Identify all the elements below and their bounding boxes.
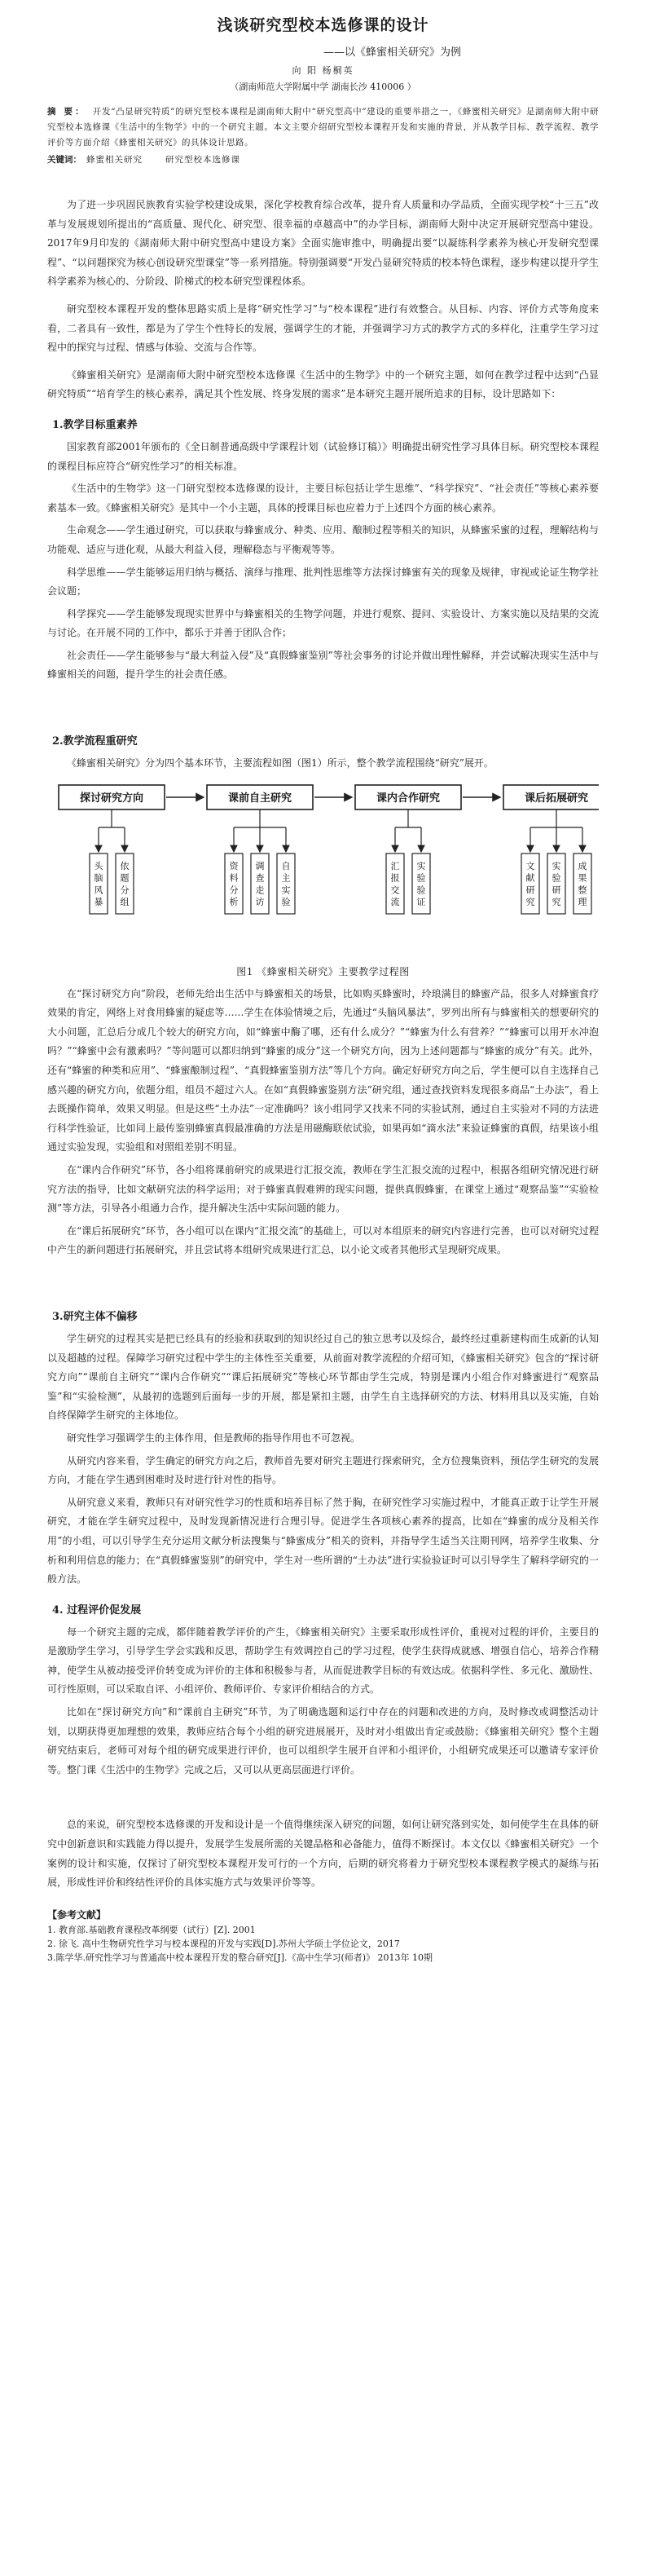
body-paragraph: 每一个研究主题的完成，都伴随着教学评价的产生，《蜂蜜相关研究》主要采取形成性评价，重视对过程的评价，主要目的是激励学生学习，引导学生学会实践和反思，帮助学生有效调控自己的学习过程，使学生获得成就感、增强自信心，培养合作精神，使学生从被动接受评价转变成为评价的主体和积极参与者，从而促进教学目标的有效达成。依据科学性、多元化、激励性、可行性原则，可以采取自评、小组评价、教师评价、专家评价相结合的方式。 <box>47 1625 599 1696</box>
flow-substep-char: 实 <box>552 860 561 871</box>
authors: 向 阳 杨桐英 <box>292 65 354 76</box>
flow-stage-label: 探讨研究方向 <box>79 792 144 805</box>
body-paragraph: 在“课内合作研究”环节，各小组将课前研究的成果进行汇报交流，教师在学生汇报交流的过程中，根据各组研究情况进行研究方法的指导，比如文献研究法的科学运用；对于蜂蜜真假难辨的现实问题，提供真假蜂蜜，在课堂上通过“观察品鉴”“实验检测”等方法，引导各小组通力合作，提升解决生活中实际问题的能力。 <box>47 1164 599 1215</box>
body-paragraph: 从研究意义来看，教师只有对研究性学习的性质和培养目标了然于胸，在研究性学习实施过程中，才能真正敢于让学生开展研究，才能在学生研究过程中，及时发现新情况进行合理引导。促进学生各项核心素养的提高，比如在“蜂蜜的成分及相关作用”的小组，可以引导学生充分运用文献分析法搜集与“蜂蜜成分”相关的资料，并指导学生适当关注期刊网，培养学生收集、分析和利用信息的能力；在“真假蜂蜜鉴别”的研究中，学生对一些所谓的“土办法”进行实验验证时可以引导学生了解科学研究的一般方法。 <box>47 1496 599 1586</box>
flow-substep-char: 报 <box>390 872 400 884</box>
flow-substep-char: 析 <box>229 896 239 907</box>
article-subtitle: ——以《蜂蜜相关研究》为例 <box>323 46 461 59</box>
flow-substep-char: 脑 <box>94 872 103 884</box>
flow-substep-char: 风 <box>94 884 103 896</box>
references-heading: 【参考文献】 <box>47 1908 107 1921</box>
body-paragraph: 科学思维——学生能够运用归纳与概括、演绎与推理、批判性思维等方法探讨蜂蜜有关的现象及规律，审视或论证生物学社会议题； <box>47 566 599 598</box>
flow-substep-char: 流 <box>390 896 400 907</box>
section-heading: 4. 过程评价促发展 <box>52 1603 142 1617</box>
keywords-label: 关键词： <box>47 155 81 165</box>
body-paragraph: 在“课后拓展研究”环节，各小组可以在课内“汇报交流”的基础上，可以对本组原来的研究内容进行完善，也可以对研究过程中产生的新问题进行拓展研究，并且尝试将本组研究成果进行汇总，以小论文或者其他形式呈现研究成果。 <box>47 1224 599 1256</box>
flow-substep-char: 验 <box>552 872 561 884</box>
section-heading: 3.研究主体不偏移 <box>52 1310 138 1323</box>
spacer <box>47 693 599 721</box>
references <box>47 1908 599 1965</box>
flow-substep-char: 成 <box>578 860 587 871</box>
flow-substep-char: 题 <box>120 872 130 884</box>
flow-substep-char: 自 <box>281 860 291 871</box>
body-paragraph: 《蜂蜜相关研究》是湖南师大附中研究型校本选修课《生活中的生物学》中的一个研究主题，如何在教学过程中达到“凸显研究特质”“培育学生的核心素养，满足其个性发展、终身发展的需求”是本研究主题开展所追求的目标，设计思路如下： <box>47 368 599 400</box>
article-title: 浅谈研究型校本选修课的设计 <box>217 16 429 34</box>
flow-substep-char: 实 <box>416 860 426 871</box>
body-paragraph: 研究型校本课程开发的整体思路实质上是将“研究性学习”与“校本课程”进行有效整合。从目标、内容、评价方式等角度来看，二者具有一致性，都是为了学生个性特长的发展，强调学生的才能，并强调学习方式的教学方式的多样化，注重学生学习过程中的探究与过程、情感与体验、交流与合作等。 <box>47 302 599 354</box>
body-paragraph: 社会责任——学生能够参与“最大利益入侵”及“真假蜂蜜鉴别”等社会事务的讨论并做出理性解释，并尝试解决现实生活中与蜂蜜相关的问题，提升学生的社会责任感。 <box>47 649 599 681</box>
reference-item: 1. 教育部.基础教育课程改革纲要（试行）[Z]. 2001 <box>47 1924 256 1935</box>
flow-substep-char: 理 <box>578 896 587 907</box>
flow-substep-char: 验 <box>281 896 291 907</box>
flow-substep-char: 分 <box>120 884 130 896</box>
flow-substep-char: 走 <box>255 884 265 896</box>
flow-substep-char: 资 <box>229 860 239 871</box>
flow-substep-char: 料 <box>229 872 239 884</box>
flow-stage-label: 课前自主研究 <box>227 792 292 805</box>
body-paragraph: 学生研究的过程其实是把已经具有的经验和获取到的知识经过自己的独立思考以及综合，最终经过重新建构而生成新的认知以及超越的过程。保障学习研究过程中学生的主体性至关重要，从前面对教学流程的介绍可知，《蜂蜜相关研究》包含的“探讨研究方向”“课前自主研究”“课内合作研究”“课后拓展研究”等核心环节都由学生完成，特别是课内小组合作对蜂蜜进行“观察品鉴”和“实验检测”，从最初的选题到后面每一步的开展，都是紧扣主题，由学生自主选择研究的方法、材料用具以及实施，自始自终保障学生研究的主体地位。 <box>47 1332 599 1422</box>
reference-item: 3.陈学华.研究性学习与普通高中校本课程开发的整合研究[J].《高中生学习(师者)》 2013年 10期 <box>47 1952 433 1963</box>
flow-substep-char: 交 <box>390 884 400 896</box>
conclusion-paragraph: 总的来说，研究型校本选修课的开发和设计是一个值得继续深入研究的问题，如何让研究落到实处，如何使学生在具体的研究中创新意识和实践能力得以提升，发展学生发展所需的关键品格和必备能力，值得不断探讨。本文仅以《蜂蜜相关研究》一个案例的设计和实施，仅探讨了研究型校本课程开发可行的一个方向，后期的研究将着力于研究型校本课程教学模式的凝练与拓展，形成性评价和终结性评价的具体实施方式与效果评价等等。 <box>47 1819 599 1889</box>
spacer <box>47 1268 599 1296</box>
section-heading: 2.教学流程重研究 <box>52 735 138 748</box>
flow-substep-char: 献 <box>525 872 535 884</box>
abstract <box>47 104 599 151</box>
flow-stage-label: 课内合作研究 <box>376 792 441 805</box>
flow-substep-char: 果 <box>578 872 587 884</box>
body-paragraph: 在“探讨研究方向”阶段，老师先给出生活中与蜂蜜相关的场景，比如购买蜂蜜时，玲琅满目的蜂蜜产品，很多人对蜂蜜食疗效果的肯定，网络上对食用蜂蜜的疑虑等……学生在体验情境之后，先通过“头脑风暴法”，罗列出所有与蜂蜜相关的想要研究的大小问题，汇总后分成几个较大的研究方向，如“蜂蜜中酶了哪，还有什么成分？”“蜂蜜为什么有营养？”“蜂蜜可以用开水冲泡吗？”“蜂蜜中会有激素吗？”等问题可以都归纳到“蜂蜜的成分”这一个研究方向，因为上述问题都与“蜂蜜的成分”有关。此外，还有“蜂蜜的种类和应用”、“蜂蜜酿制过程”、“真假蜂蜜鉴别方法”等几个方向。确定好研究方向之后，学生便可以自主选择自己感兴趣的研究方向，依题分组，组员不超过六人。在如“真假蜂蜜鉴别方法”研究组，通过查找资料发现很多商品“土办法”，看上去既操作简单，效果又明显。但是这些“土办法”一定准确吗？该小组同学又找来不同的实验试剂，通过自主实验对不同的方法进行科学性验证，比如同上最传鉴别蜂蜜真假最准确的方法是用磁酶联依试验，如果再如“滴水法”来验证蜂蜜的真假，结果该小组通过实验发现，实验组和对照组差别不明显。 <box>47 987 599 1153</box>
flow-diagram-svg <box>47 779 599 958</box>
body-paragraph: 生命观念——学生通过研究，可以获取与蜂蜜成分、种类、应用、酿制过程等相关的知识，从蜂蜜采蜜的过程，理解结构与功能观、适应与进化观，从最大利益入侵，理解稳态与平衡观等等。 <box>47 524 599 555</box>
reference-item: 2. 徐飞. 高中生物研究性学习与校本课程的开发与实践[D].苏州大学硕士学位论文，2017 <box>47 1938 400 1949</box>
flow-substep-char: 研 <box>525 884 535 896</box>
body-paragraph: 为了进一步巩固民族教育实验学校建设成果，深化学校教育综合改革，提升育人质量和办学品质，全面实现学校“十三五”改革与发展规划所提出的“高质量、现代化、研究型、很幸福的卓越高中”的办学目标，湖南师大附中决定开展研究型高中建设。2017年9月印发的《湖南师大附中研究型高中建设方案》全面实施审推中，明确提出要“以凝练科学素养为核心开发研究型课程”、“以问题探究为核心创设研究型课堂”等一系列措施。特别强调要“开发凸显研究特质的校本特色课程，逐步构建以提升学生科学素养为核心的、分阶段、阶梯式的校本研究型课程体系。 <box>47 199 599 288</box>
body-paragraph: 科学探究——学生能够发现现实世界中与蜂蜜相关的生物学问题，并进行观察、提问、实验设计、方案实施以及结果的交流与讨论。在开展不同的工作中，都乐于并善于团队合作； <box>47 607 599 639</box>
flow-substep-char: 暴 <box>94 896 103 907</box>
flow-substep-char: 实 <box>281 884 291 896</box>
body-paragraph: 《生活中的生物学》这一门研究型校本选修课的设计，主要目标包括让学生思维”、“科学探究”、“社会责任”等核心素养要素基本一致。《蜂蜜相关研究》是其中一个小主题，具体的授课目标也应着力于上述四个方面的核心素养。 <box>47 483 599 514</box>
flow-substep-char: 调 <box>255 860 265 871</box>
spacer <box>47 1788 599 1815</box>
abstract-label: 摘 要： <box>47 107 86 117</box>
abstract-text: 开发“凸显研究特质”的研究型校本课程是湖南师大附中“研究型高中”建设的重要举措之一，《蜂蜜相关研究》是湖南师大附中研究型校本选修课《生活中的生物学》中的一个研究主题。本文主要介绍研究型校本课程开发和实施的背景，并从教学目标、教学流程、教学评价等方面介绍《蜂蜜相关研究》的具体设计思路。 <box>47 107 599 148</box>
flow-substep-char: 主 <box>281 872 291 884</box>
flow-substep-char: 头 <box>94 860 103 871</box>
flow-substep-char: 验 <box>416 872 426 884</box>
body-paragraph: 《蜂蜜相关研究》分为四个基本环节，主要流程如图（图1）所示，整个教学流程围绕“研究”展开。 <box>67 757 494 770</box>
keyword-item: 蜂蜜相关研究 <box>86 155 143 165</box>
flow-substep-char: 证 <box>416 896 426 907</box>
keyword-item: 研究型校本选修课 <box>165 155 240 165</box>
flow-substep-char: 访 <box>255 896 265 907</box>
flow-substep-char: 究 <box>525 896 535 907</box>
flow-substep-char: 依 <box>120 860 130 871</box>
flow-substep-char: 汇 <box>390 860 400 871</box>
flow-substep-char: 文 <box>525 860 535 871</box>
flow-substep-char: 究 <box>552 896 561 907</box>
body-paragraph: 国家教育部2001年颁布的《全日制普通高级中学课程计划（试验修订稿）》明确提出研究性学习具体目标。研究型校本课程的课程目标应符合“研究性学习”的相关标准。 <box>47 440 599 472</box>
body-paragraph: 研究性学习强调学生的主体作用，但是教师的指导作用也不可忽视。 <box>67 1431 361 1444</box>
flow-substep-char: 整 <box>578 884 587 896</box>
flow-substep-char: 组 <box>120 896 130 907</box>
body-paragraph: 比如在“探讨研究方向”和“课前自主研究”环节，为了明确选题和运行中存在的问题和改进的方向，及时修改或调整活动计划，以期获得更加理想的效果，教师应结合每个小组的研究进展展开，及时对小组做出肯定或鼓励；《蜂蜜相关研究》整个主题研究结束后，老师可对每个组的研究成果进行评价，也可以组织学生展开自评和小组评价，小组研究成果还可以邀请专家评价等。整门课《生活中的生物学》完成之后，又可以从更高层面进行评价。 <box>47 1706 599 1775</box>
flow-stage-label: 课后拓展研究 <box>524 792 589 805</box>
keywords <box>47 152 599 168</box>
flow-substep-char: 研 <box>552 884 561 896</box>
body-paragraph: 从研究内容来看，学生确定的研究方向之后，教师首先要对研究主题进行探索研究，全方位搜集资料，预估学生研究的发展方向，才能在学生遇到困难时及时进行针对性的指导。 <box>47 1454 599 1486</box>
flow-substep-char: 查 <box>255 872 265 884</box>
flow-substep-char: 验 <box>416 884 426 896</box>
flow-substep-char: 分 <box>229 884 239 896</box>
figure-caption: 图1 《蜂蜜相关研究》主要教学过程图 <box>236 965 410 977</box>
section-heading: 1.教学目标重素养 <box>52 418 138 431</box>
flow-diagram <box>47 779 599 958</box>
affiliation: （湖南师范大学附属中学 湖南长沙 410006 ） <box>230 82 416 92</box>
